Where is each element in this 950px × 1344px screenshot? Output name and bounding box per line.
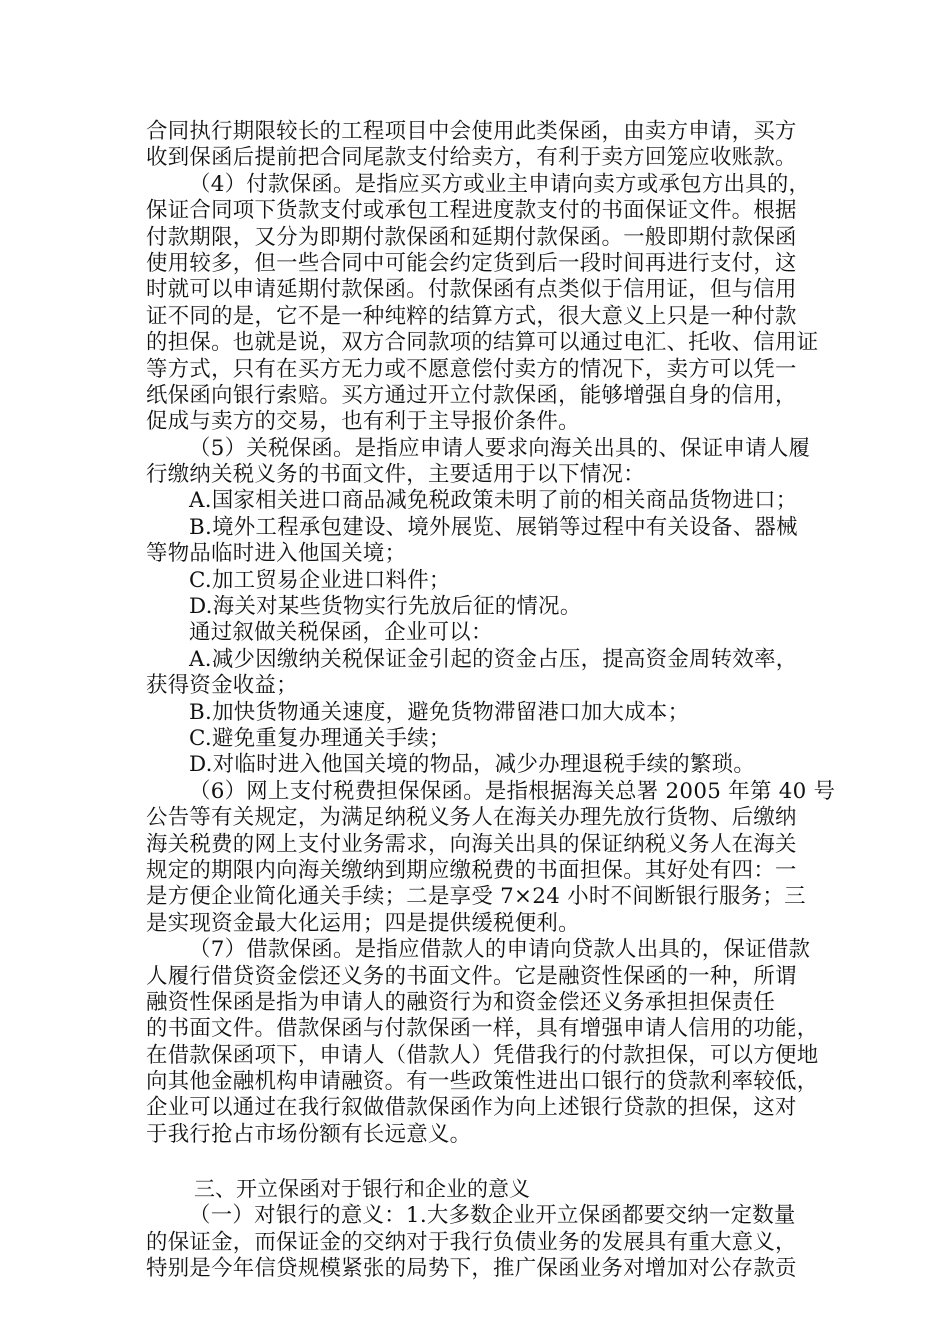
text-line: 向其他金融机构申请融资。有一些政策性进出口银行的贷款利率较低，	[146, 1069, 819, 1095]
list-item: D.海关对某些货物实行先放后征的情况。	[189, 594, 582, 620]
text-line: （一）对银行的意义：1.大多数企业开立保函都要交纳一定数量	[189, 1203, 796, 1229]
text-line: 保证合同项下货款支付或承包工程进度款支付的书面保证文件。根据	[146, 198, 797, 224]
text-line: 促成与卖方的交易，也有利于主导报价条件。	[146, 409, 580, 435]
text-line: 时就可以申请延期付款保函。付款保函有点类似于信用证，但与信用	[146, 277, 797, 303]
list-item: D.对临时进入他国关境的物品，减少办理退税手续的繁琐。	[189, 752, 756, 778]
document-page	[146, 119, 836, 1282]
text-line: 是方便企业简化通关手续；二是享受 7×24 小时不间断银行服务；三	[146, 884, 806, 910]
list-item: C.加工贸易企业进口料件；	[189, 567, 451, 593]
text-line: 海关税费的网上支付业务需求，向海关出具的保证纳税义务人在海关	[146, 831, 797, 857]
text-line: 使用较多，但一些合同中可能会约定货到后一段时间再进行支付，这	[146, 250, 797, 276]
text-line: （6）网上支付税费担保保函。是指根据海关总署 2005 年第 40 号	[189, 778, 836, 804]
list-item: C.避免重复办理通关手续；	[189, 725, 451, 751]
text-line: 付款期限，又分为即期付款保函和延期付款保函。一般即期付款保函	[146, 224, 797, 250]
text-line: 特别是今年信贷规模紧张的局势下，推广保函业务对增加对公存款贡	[146, 1256, 797, 1282]
text-line: 于我行抢占市场份额有长远意义。	[146, 1121, 472, 1147]
text-line: 合同执行期限较长的工程项目中会使用此类保函，由卖方申请，买方	[146, 119, 797, 144]
text-line: 等方式，只有在买方无力或不愿意偿付卖方的情况下，卖方可以凭一	[146, 356, 797, 382]
text-line: （4）付款保函。是指应买方或业主申请向卖方或承包方出具的，	[189, 171, 811, 197]
text-line: 行缴纳关税义务的书面文件，主要适用于以下情况：	[146, 462, 645, 488]
text-line: （7）借款保函。是指应借款人的申请向贷款人出具的，保证借款	[189, 937, 811, 963]
text-line: 是实现资金最大化运用；四是提供缓税便利。	[146, 910, 580, 936]
text-line: 融资性保函是指为申请人的融资行为和资金偿还义务承担担保责任	[146, 989, 776, 1015]
text-line: 在借款保函项下，申请人（借款人）凭借我行的付款担保，可以方便地	[146, 1042, 819, 1068]
list-item: B.加快货物通关速度，避免货物滞留港口加大成本；	[189, 699, 690, 725]
list-item: A.国家相关进口商品减免税政策未明了前的相关商品货物进口；	[189, 488, 798, 514]
text-line: 公告等有关规定，为满足纳税义务人在海关办理先放行货物、后缴纳	[146, 805, 797, 831]
text-line: 的担保。也就是说，双方合同款项的结算可以通过电汇、托收、信用证	[146, 330, 819, 356]
text-line: 企业可以通过在我行叙做借款保函作为向上述银行贷款的担保，这对	[146, 1095, 797, 1121]
text-line: 规定的期限内向海关缴纳到期应缴税费的书面担保。其好处有四：一	[146, 857, 797, 883]
text-line: 等物品临时进入他国关境；	[146, 541, 407, 567]
text-line: 证不同的是，它不是一种纯粹的结算方式，很大意义上只是一种付款	[146, 303, 797, 329]
list-item: B.境外工程承包建设、境外展览、展销等过程中有关设备、器械	[189, 514, 798, 540]
text-line: 的书面文件。借款保函与付款保函一样，具有增强申请人信用的功能，	[146, 1016, 819, 1042]
text-line: 人履行借贷资金偿还义务的书面文件。它是融资性保函的一种，所谓	[146, 963, 797, 989]
text-line: 纸保函向银行索赔。买方通过开立付款保函，能够增强自身的信用，	[146, 382, 797, 408]
text-line: 通过叙做关税保函，企业可以：	[189, 620, 493, 646]
text-line: 收到保函后提前把合同尾款支付给卖方，有利于卖方回笼应收账款。	[146, 145, 797, 171]
text-line: （5）关税保函。是指应申请人要求向海关出具的、保证申请人履	[189, 435, 811, 461]
section-heading: 三、开立保函对于银行和企业的意义	[194, 1177, 530, 1202]
text-line: 获得资金收益；	[146, 673, 298, 699]
text-line: 的保证金，而保证金的交纳对于我行负债业务的发展具有重大意义，	[146, 1229, 797, 1255]
section-spacer	[146, 1148, 810, 1175]
list-item: A.减少因缴纳关税保证金引起的资金占压，提高资金周转效率，	[189, 646, 798, 672]
